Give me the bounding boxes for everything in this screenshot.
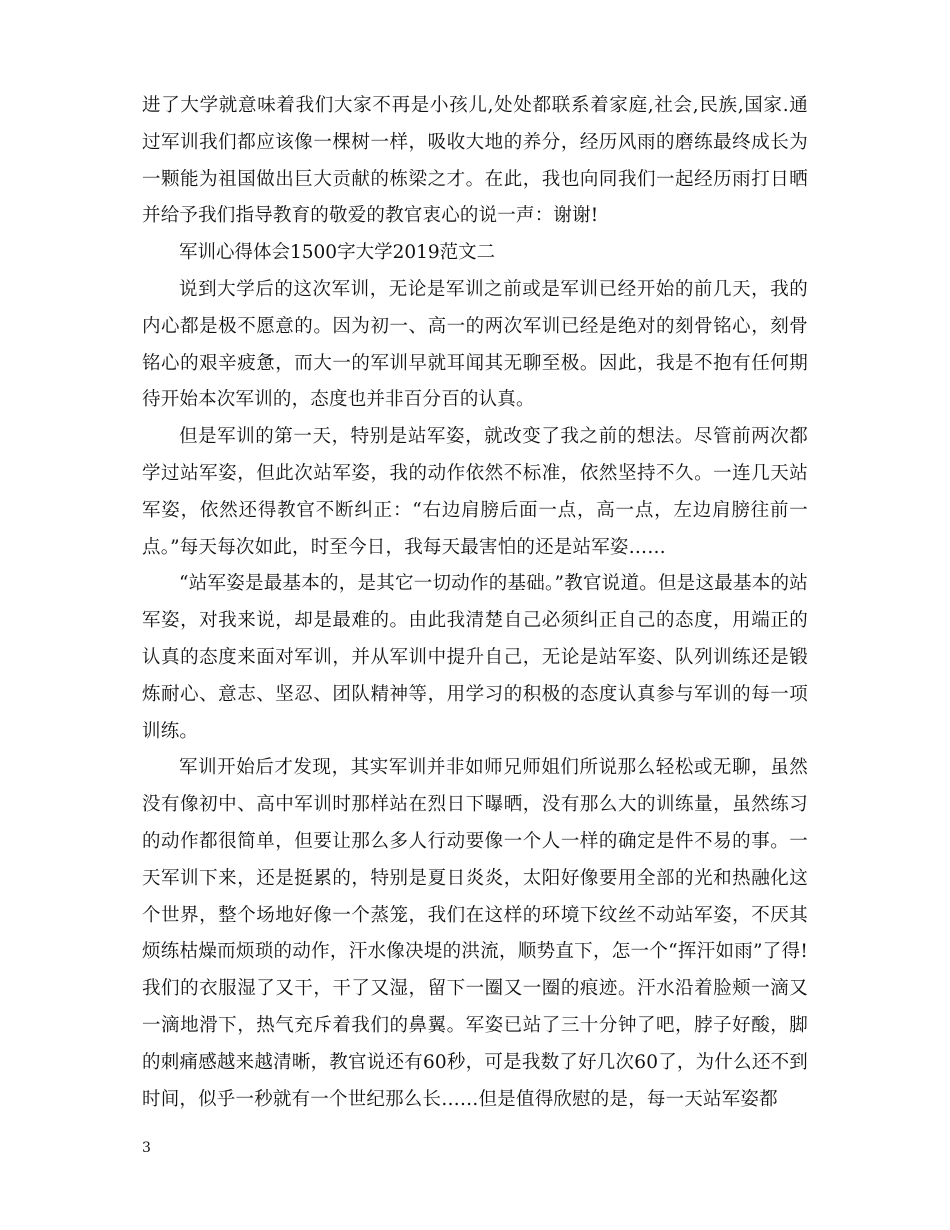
- paragraph: 军训开始后才发现，其实军训并非如师兄师姐们所说那么轻松或无聊，虽然没有像初中、高中军训时那样站在烈日下曝晒，没有那么大的训练量，虽然练习的动作都很简单，但要让那么多人行动要像一个人一样的确定是件不易的事。一天军训下来，还是挺累的，特别是夏日炎炎，太阳好像要用全部的光和热融化这个世界，整个场地好像一个蒸笼，我们在这样的环境下纹丝不动站军姿，不厌其烦练枯燥而烦琐的动作，汗水像决堤的洪流，顺势直下，怎一个“挥汗如雨”了得!我们的衣服湿了又干，干了又湿，留下一圈又一圈的痕迹。汗水沿着脸颊一滴又一滴地滑下，热气充斥着我们的鼻翼。军姿已站了三十分钟了吧，脖子好酸，脚的刺痛感越来越清晰，教官说还有60秒，可是我数了好几次60了，为什么还不到时间，似乎一秒就有一个世纪那么长……但是值得欣慰的是，每一天站军姿都: [142, 757, 808, 1110]
- document-body: [142, 88, 808, 1118]
- paragraph: “站军姿是最基本的，是其它一切动作的基础。”教官说道。但是这最基本的站军姿，对我来说，却是最难的。由此我清楚自己必须纠正自己的态度，用端正的认真的态度来面对军训，并从军训中提升自己，无论是站军姿、队列训练还是锻炼耐心、意志、坚忍、团队精神等，用学习的积极的态度认真参与军训的每一项训练。: [142, 573, 808, 742]
- page-number: 3: [142, 1140, 151, 1156]
- paragraph: 但是军训的第一天，特别是站军姿，就改变了我之前的想法。尽管前两次都学过站军姿，但此次站军姿，我的动作依然不标准，依然坚持不久。一连几天站军姿，依然还得教官不断纠正：“右边肩膀后面一点，高一点，左边肩膀往前一点。”每天每次如此，时至今日，我每天最害怕的还是站军姿……: [142, 426, 808, 558]
- paragraph: 进了大学就意味着我们大家不再是小孩儿,处处都联系着家庭,社会,民族,国家.通过军训我们都应该像一棵树一样，吸收大地的养分，经历风雨的磨练最终成长为一颗能为祖国做出巨大贡献的栋梁之才。在此，我也向同我们一起经历雨打日晒并给予我们指导教育的敬爱的教官衷心的说一声：谢谢!: [142, 95, 808, 227]
- section-heading: 军训心得体会1500字大学2019范文二: [179, 242, 496, 264]
- paragraph: 说到大学后的这次军训，无论是军训之前或是军训已经开始的前几天，我的内心都是极不愿意的。因为初一、高一的两次军训已经是绝对的刻骨铭心，刻骨铭心的艰辛疲惫，而大一的军训早就耳闻其无聊至极。因此，我是不抱有任何期待开始本次军训的，态度也并非百分百的认真。: [142, 278, 808, 411]
